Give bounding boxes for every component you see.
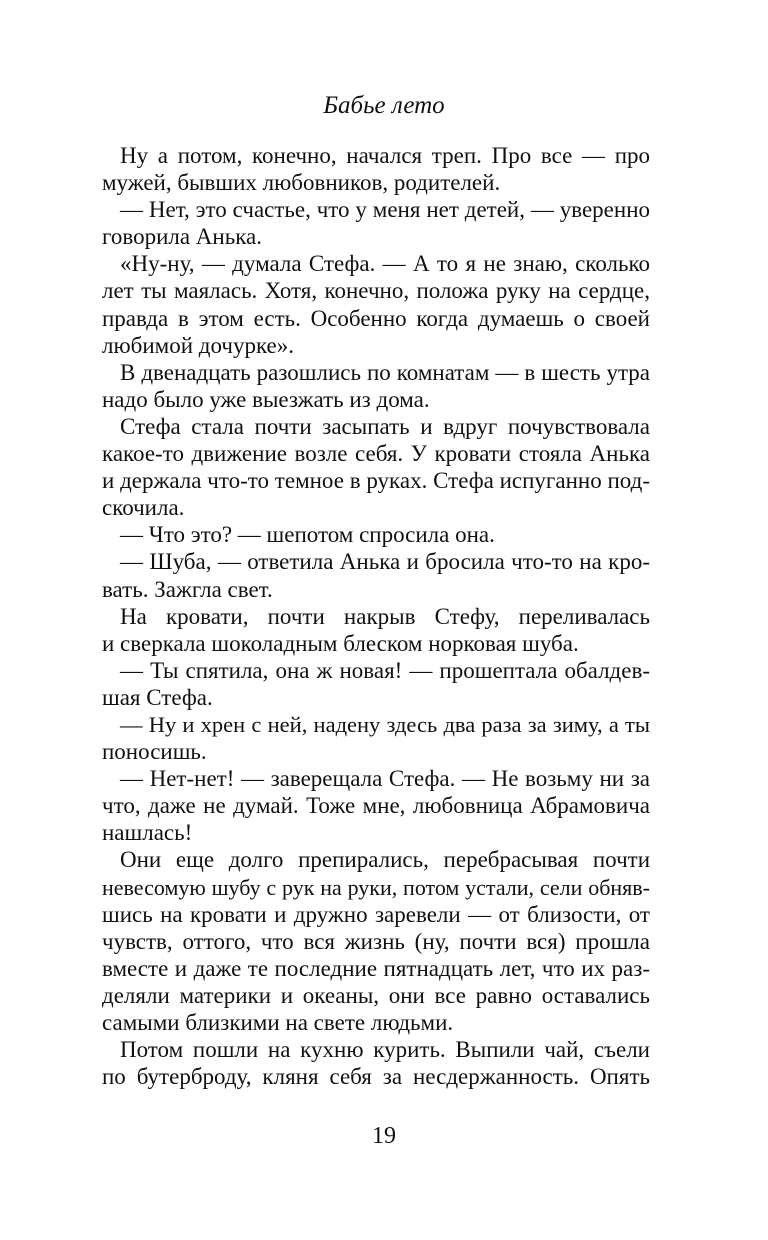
text-line: Они еще долго препирались, перебрасывая почти xyxy=(120,847,650,873)
text-line: надо было уже выезжать из дома. xyxy=(102,386,430,412)
text-line: мужей, бывших любовников, родителей. xyxy=(102,170,501,196)
text-line: — Нет, это счастье, что у меня нет детей, — уверенно xyxy=(120,197,650,223)
text-line: На кровати, почти накрыв Стефу, переливалась xyxy=(120,603,650,629)
text-line: самыми близкими на свете людьми. xyxy=(102,1010,454,1035)
text-line: по бутерброду, кляня себя за несдержанность. Опять xyxy=(102,1064,650,1090)
text-line: правда в этом есть. Особенно когда думаешь о своей xyxy=(102,305,650,331)
text-line: Потом пошли на кухню курить. Выпили чай, съели xyxy=(120,1037,650,1063)
body-text xyxy=(102,142,650,1090)
text-line: шись на кровати и дружно заревели — от близости, от xyxy=(102,901,650,927)
text-line: Ну а потом, конечно, начался треп. Про все — про xyxy=(120,143,650,168)
text-line: что, даже не думай. Тоже мне, любовница Абрамовича xyxy=(102,793,650,819)
text-line: вместе и даже те последние пятнадцать лет, что их раз- xyxy=(102,955,650,981)
text-line: «Ну-ну, — думала Стефа. — А то я не знаю, сколько xyxy=(120,251,650,277)
text-line: — Ты спятила, она ж новая! — прошептала обалдев- xyxy=(120,657,650,683)
text-line: невесомую шубу с рук на руки, потом устали, сели обняв- xyxy=(102,874,650,900)
text-line: поносишь. xyxy=(102,739,207,765)
text-line: деляли материки и океаны, они все равно оставались xyxy=(102,982,650,1008)
text-line: — Нет-нет! — заверещала Стефа. — Не возьму ни за xyxy=(120,766,650,792)
text-line: какое-то движение возле себя. У кровати стояла Анька xyxy=(102,441,650,467)
running-head: Бабье лето xyxy=(323,92,445,119)
text-line: скочила. xyxy=(102,495,185,521)
page-number: 19 xyxy=(372,1123,396,1149)
text-line: — Ну и хрен с ней, надену здесь два раза за зиму, а ты xyxy=(120,711,650,737)
text-line: и сверкала шоколадным блеском норковая шуба. xyxy=(102,630,579,656)
text-line: нашлась! xyxy=(102,820,193,846)
text-line: говорила Анька. xyxy=(102,224,263,250)
text-line: и держала что-то темное в руках. Стефа испуганно под- xyxy=(102,468,650,494)
text-line: — Шуба, — ответила Анька и бросила что-то на кро- xyxy=(120,549,650,575)
text-line: В двенадцать разошлись по комнатам — в шесть утра xyxy=(120,359,650,385)
text-line: шая Стефа. xyxy=(102,684,213,710)
text-line: лет ты маялась. Хотя, конечно, положа руку на сердце, xyxy=(102,278,650,304)
text-line: — Что это? — шепотом спросила она. xyxy=(120,522,495,548)
text-line: чувств, оттого, что вся жизнь (ну, почти вся) прошла xyxy=(102,928,650,954)
text-line: вать. Зажгла свет. xyxy=(102,576,273,602)
text-line: Стефа стала почти засыпать и вдруг почувствовала xyxy=(120,413,650,439)
text-line: любимой дочурке». xyxy=(102,332,295,358)
